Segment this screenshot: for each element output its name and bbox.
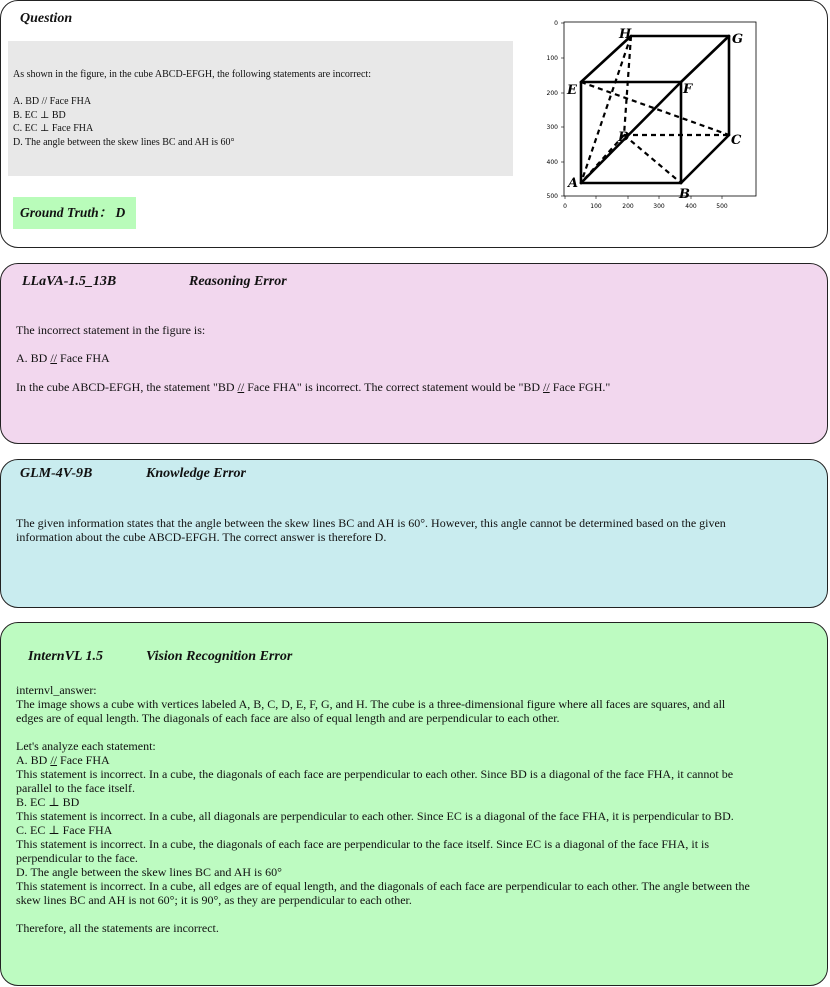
x-tick: 300: [653, 203, 665, 210]
option-a: A. BD // Face FHA: [13, 96, 92, 107]
response-line: The given information states that the angle between the skew lines BC and AH is 60°. However, this angle cannot be determined based on the given: [16, 516, 726, 530]
model-name: InternVL 1.5: [28, 649, 103, 664]
x-axis-ticks: [563, 196, 728, 210]
question-title: Question: [20, 11, 73, 26]
x-tick: 500: [716, 203, 728, 210]
vertex-label: E: [567, 83, 577, 98]
x-tick: 100: [590, 203, 602, 210]
vertex-label: F: [683, 82, 693, 97]
y-axis-ticks: [547, 20, 564, 200]
model-name: LLaVA-1.5_13B: [22, 274, 117, 289]
response-line: A. BD // Face FHA: [16, 753, 110, 767]
error-type: Knowledge Error: [146, 466, 246, 481]
y-tick: 0: [554, 20, 558, 27]
llava-response-panel: [0, 263, 828, 444]
response-line: B. EC ⊥ BD: [16, 795, 80, 809]
response-line: C. EC ⊥ Face FHA: [16, 823, 113, 837]
option-b: B. EC ⊥ BD: [13, 109, 66, 121]
response-line: edges are of equal length. The diagonals of each face are also of equal length and are perpendicular to each other.: [16, 711, 560, 725]
ground-truth-label: Ground Truth：: [20, 205, 113, 220]
cube-figure: [546, 17, 761, 217]
response-line: internvl_answer:: [16, 683, 97, 697]
x-tick: 0: [563, 203, 567, 210]
error-type: Vision Recognition Error: [146, 649, 293, 664]
option-d: D. The angle between the skew lines BC and AH is 60°: [13, 136, 235, 148]
model-name: GLM-4V-9B: [20, 466, 93, 481]
vertex-label: B: [679, 187, 690, 202]
response-line: In the cube ABCD-EFGH, the statement "BD // Face FHA" is incorrect. The correct statement would be "BD // Face FGH.": [16, 380, 611, 394]
ground-truth-badge: [13, 197, 136, 229]
vertex-label: H: [619, 27, 632, 42]
ground-truth-value: D: [115, 205, 126, 220]
internvl-response-panel: [0, 622, 828, 986]
response-line: skew lines BC and AH is not 60°; it is 90°, as they are perpendicular to each other.: [16, 893, 412, 907]
question-box: [8, 41, 513, 176]
question-options: [13, 95, 235, 149]
y-tick: 400: [546, 159, 558, 166]
response-line: This statement is incorrect. In a cube, all diagonals are perpendicular to each other. Since EC is a diagonal of the face FHA, it is perpendicular to BD.: [16, 809, 734, 823]
response-line: This statement is incorrect. In a cube, the diagonals of each face are perpendicular to the face itself. Since EC is a diagonal of the face FHA, it is: [16, 837, 710, 851]
response-line: The image shows a cube with vertices labeled A, B, C, D, E, F, G, and H. The cube is a three-dimensional figure where all faces are squares, and all: [16, 697, 726, 711]
y-tick: 500: [546, 193, 558, 200]
response-line: D. The angle between the skew lines BC and AH is 60°: [16, 865, 282, 879]
vertex-label: G: [732, 32, 744, 47]
glm-response-panel: [0, 459, 828, 608]
response-line: Let's analyze each statement:: [16, 739, 156, 753]
response-line: Therefore, all the statements are incorrect.: [16, 921, 219, 935]
response-line: This statement is incorrect. In a cube, the diagonals of each face are perpendicular to each other. Since BD is a diagonal of the face FHA, it cannot be: [16, 767, 734, 781]
question-text: As shown in the figure, in the cube ABCD-EFGH, the following statements are incorrect:: [13, 69, 371, 80]
response-line: This statement is incorrect. In a cube, all edges are of equal length, and the diagonals of each face are perpendicular to each other. The angle between the: [16, 879, 750, 893]
question-panel: [0, 0, 828, 248]
response-line: A. BD // Face FHA: [16, 351, 110, 365]
y-tick: 200: [546, 90, 558, 97]
vertex-label: A: [568, 176, 579, 191]
y-tick: 300: [546, 124, 558, 131]
response-line: perpendicular to the face.: [16, 851, 138, 865]
x-tick: 400: [685, 203, 697, 210]
response-line: parallel to the face itself.: [16, 781, 135, 795]
vertex-label: C: [731, 133, 742, 148]
option-c: C. EC ⊥ Face FHA: [13, 123, 94, 134]
error-type: Reasoning Error: [189, 274, 287, 289]
response-body: [16, 683, 750, 935]
response-line: The incorrect statement in the figure is:: [16, 323, 206, 337]
y-tick: 100: [546, 55, 558, 62]
response-line: information about the cube ABCD-EFGH. The correct answer is therefore D.: [16, 530, 387, 544]
x-tick: 200: [622, 203, 634, 210]
vertex-label: D: [618, 130, 630, 145]
